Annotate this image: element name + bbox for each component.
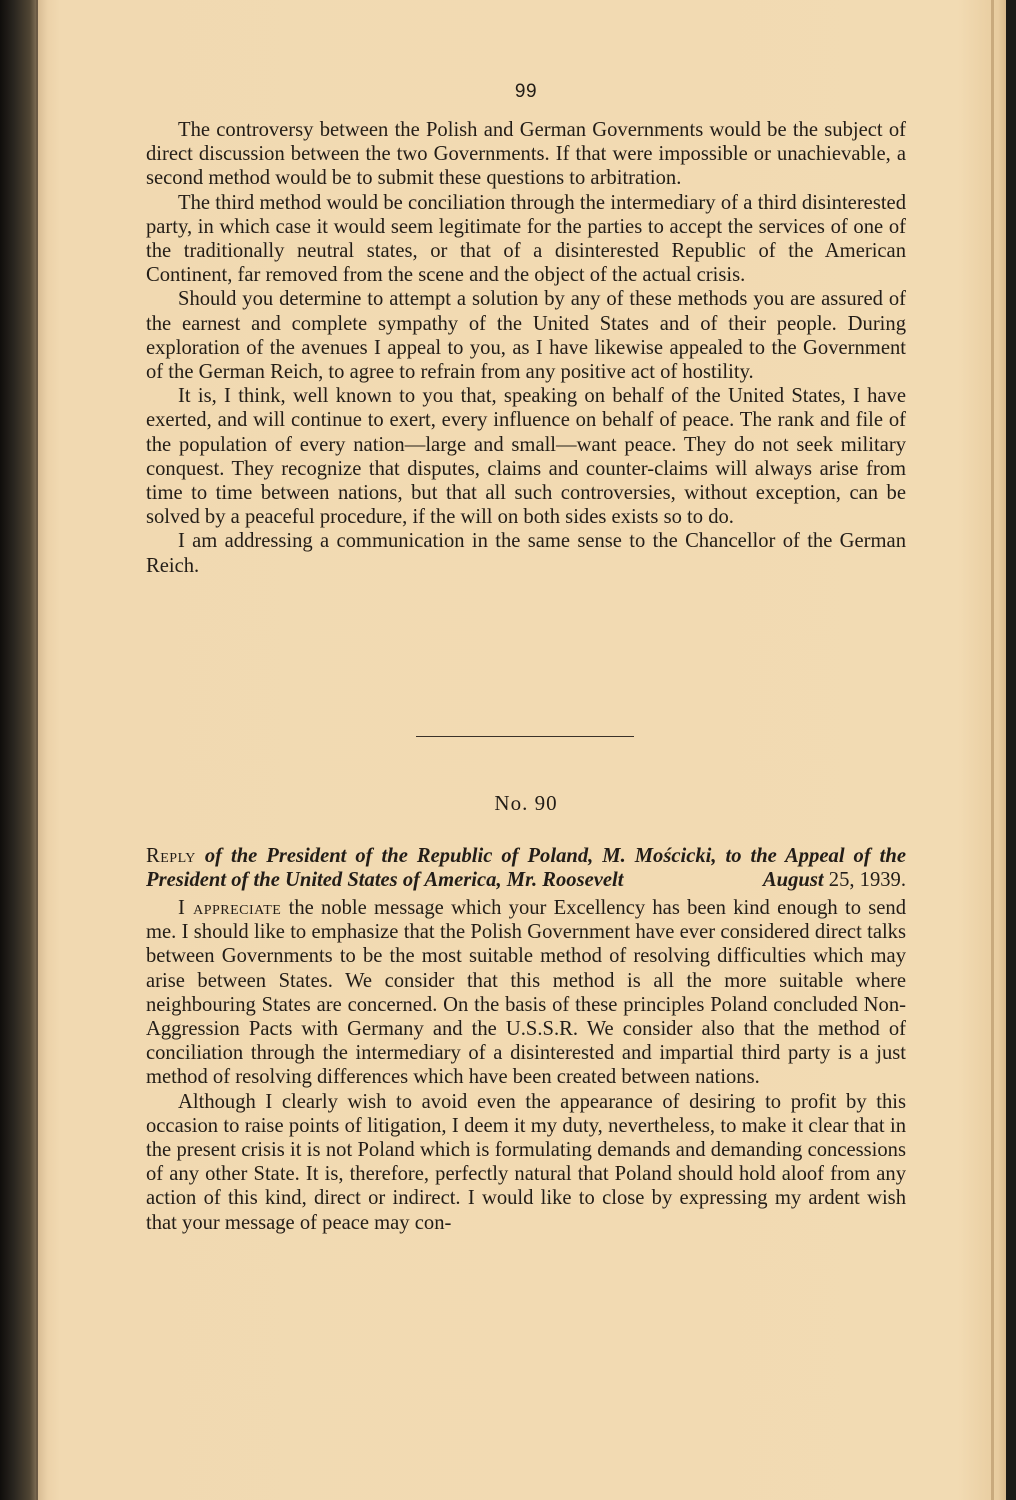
heading-title: of the President of the Republic of Poland, M. Mościcki, to the Appeal of the President of the United States of America, Mr. Roosevelt (146, 845, 906, 892)
paragraph (146, 896, 906, 1090)
paragraph: Although I clearly wish to avoid even the appearance of desiring to profit by this occasion to raise points of litigation, I deem it my duty, nevertheless, to make it clear that in the present crisis it is not Poland which is formulating demands and demanding concessions of any other State. It is, therefore, perfectly natural that Poland should hold aloof from any action of this kind, direct or indirect. I would like to close by expressing my ardent wish that your message of peace may con- (146, 1090, 906, 1234)
paragraph-text: the noble message which your Excellency has been kind enough to send me. I should like to emphasize that the Polish Government have ever considered direct talks between Governments to be the most suitable method of resolving difficulties which may arise between States. We consider that this method is all the more suitable where neighbouring States are concerned. On the basis of these principles Poland concluded Non-Aggression Pacts with Germany and the U.S.S.R. We consider also that the method of conciliation through the intermediary of a disinterested and impartial third party is a just method of resolving differences which have been created between nations. (146, 897, 906, 1089)
paragraph: The controversy between the Polish and German Governments would be the subject of direct discussion between the two Governments. If that were impossible or unachievable, a second method would be to submit these questions to arbitration. (146, 119, 906, 190)
heading-lead: Reply (146, 845, 196, 867)
letter-continuation (146, 118, 906, 578)
book-spine (0, 0, 36, 1500)
document-date (146, 868, 906, 892)
date-rest: 25, 1939. (828, 869, 906, 891)
paragraph: I am addressing a communication in the same sense to the Chancellor of the German Reich. (146, 530, 906, 577)
document-page (36, 0, 1006, 1500)
lead-word: I appreciate (178, 897, 282, 919)
reply-body (146, 896, 906, 1235)
paragraph: Should you determine to attempt a solution by any of these methods you are assured of the earnest and complete sympathy of the United States and of their people. During exploration of the avenues I appeal to you, as I have likewise appealed to the Government of the German Reich, to agree to refrain from any positive act of hostility. (146, 288, 906, 384)
document-number: No. 90 (494, 791, 558, 815)
section-divider (416, 736, 634, 737)
page-number: 99 (514, 81, 538, 102)
paragraph: The third method would be conciliation through the intermediary of a third disinterested party, in which case it would seem legitimate for the parties to accept the services of one of the traditionally neutral states, or that of a disinterested Republic of the American Continent, far removed from the scene and the object of the actual crisis. (146, 191, 906, 287)
paragraph: It is, I think, well known to you that, speaking on behalf of the United States, I have exerted, and will continue to exert, every influence on behalf of peace. The rank and file of the population of every nation—large and small—want peace. They do not seek military conquest. They recognize that disputes, claims and counter-claims will always arise from time to time between nations, but that all such controversies, without exception, can be solved by a peaceful procedure, if the will on both sides exists so to do. (146, 385, 906, 529)
page-edge (991, 0, 994, 1500)
date-month: August (762, 869, 824, 891)
